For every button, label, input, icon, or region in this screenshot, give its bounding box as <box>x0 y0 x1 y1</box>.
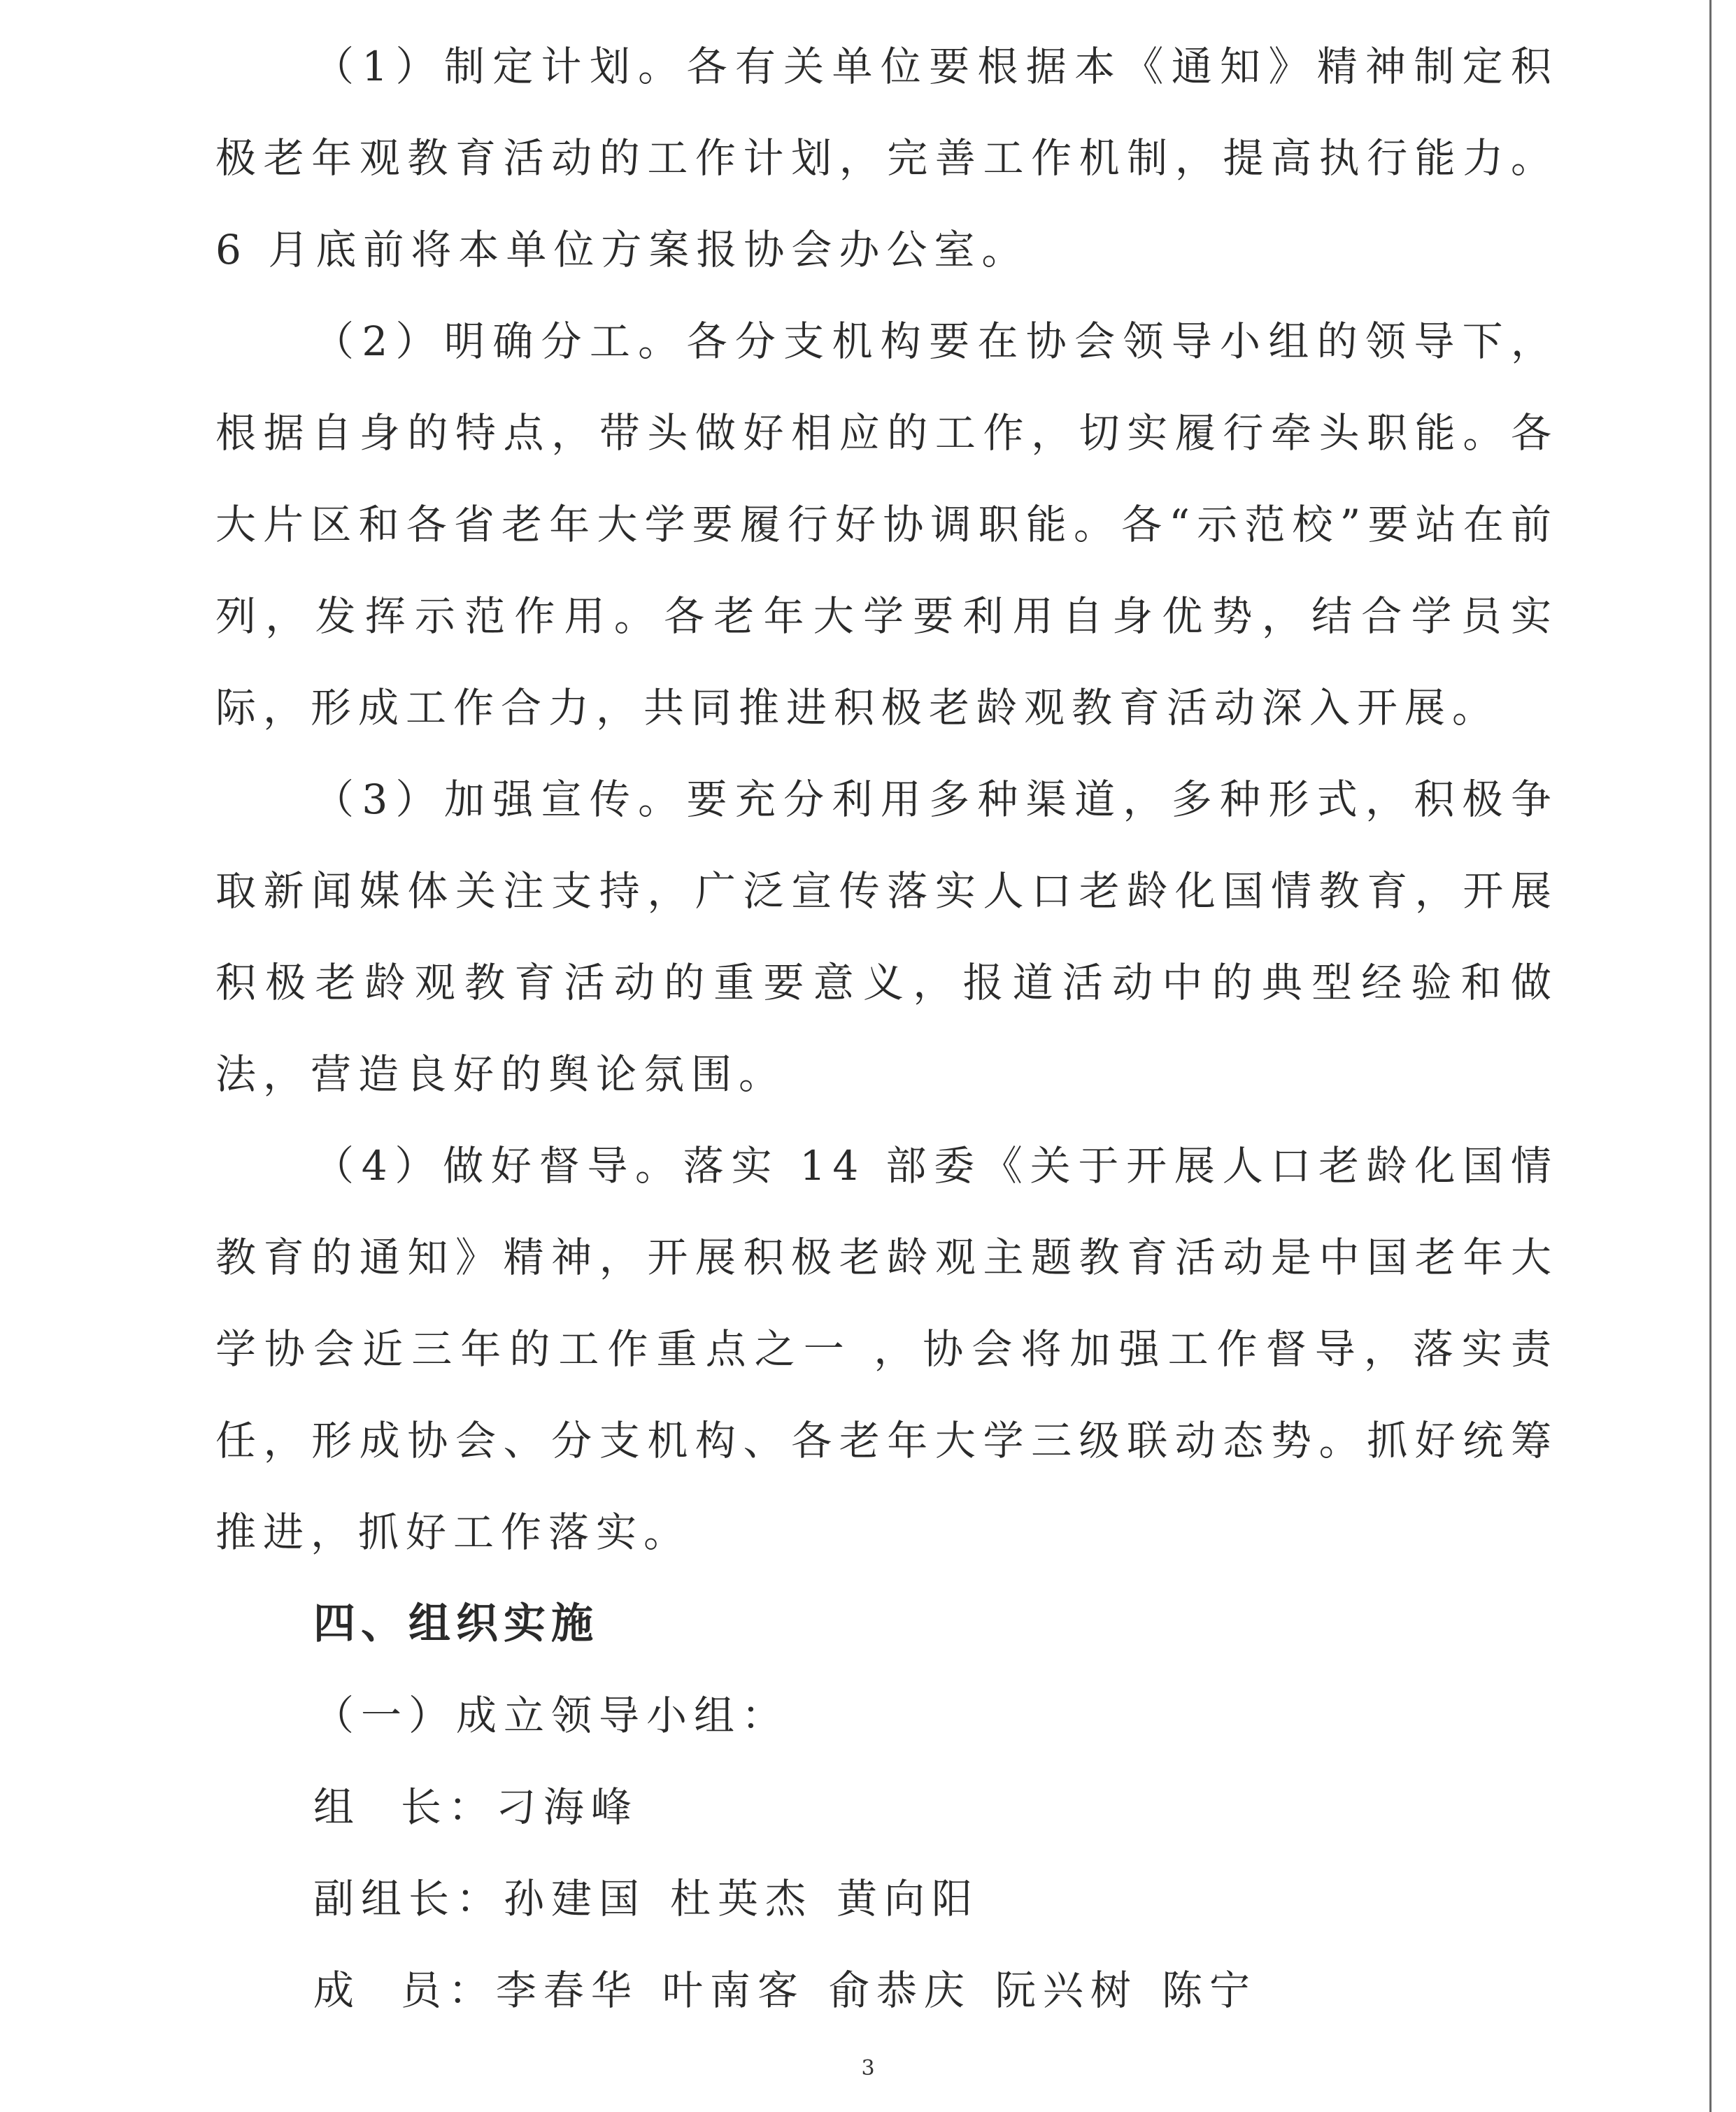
leader-name: 刁海峰 <box>495 1783 639 1831</box>
page-number: 3 <box>861 2056 875 2081</box>
document-body <box>215 21 1558 2036</box>
deputy-leaders-line <box>215 1853 1558 1945</box>
scan-edge-line <box>1709 0 1712 2112</box>
leader-line <box>215 1762 1558 1853</box>
paragraph-supervision: （4）做好督导。落实 14 部委《关于开展人口老龄化国情教育的通知》精神，开展积极老龄观主题教育活动是中国老年大学协会近三年的工作重点之一 ，协会将加强工作督导，落实责任，形成协会、分支机构、各老年大学三级联动态势。抓好统筹推进，抓好工作落实。 <box>215 1142 1558 1556</box>
subsection-heading: （一）成立领导小组： <box>313 1692 790 1739</box>
deputy-leader-name: 杜英杰 <box>670 1875 813 1922</box>
member-name: 阮兴树 <box>995 1967 1138 2014</box>
paragraph-division: （2）明确分工。各分支机构要在协会领导小组的领导下，根据自身的特点，带头做好相应的工作，切实履行牵头职能。各大片区和各省老年大学要履行好协调职能。各“示范校”要站在前列，发挥示范作用。各老年大学要利用自身优势，结合学员实际，形成工作合力，共同推进积极老龄观教育活动深入开展。 <box>215 317 1558 732</box>
paragraph-plan: （1）制定计划。各有关单位要根据本《通知》精神制定积极老年观教育活动的工作计划，完善工作机制，提高执行能力。6 月底前将本单位方案报协会办公室。 <box>215 43 1558 273</box>
member-name: 陈宁 <box>1161 1967 1257 2014</box>
section-heading: 四、组织实施 <box>313 1599 599 1648</box>
deputy-leader-name: 黄向阳 <box>837 1875 980 1922</box>
member-name: 俞恭庆 <box>828 1967 972 2014</box>
member-name: 叶南客 <box>662 1967 805 2014</box>
leader-label: 组 长： <box>313 1783 496 1831</box>
deputy-leaders-label: 副组长： <box>313 1875 504 1922</box>
paragraph-publicity: （3）加强宣传。要充分利用多种渠道，多种形式，积极争取新闻媒体关注支持，广泛宣传落实人口老龄化国情教育，开展积极老龄观教育活动的重要意义，报道活动中的典型经验和做法，营造良好的舆论氛围。 <box>215 776 1558 1098</box>
members-line <box>215 1945 1558 2036</box>
deputy-leader-name: 孙建国 <box>504 1875 647 1922</box>
member-name: 李春华 <box>495 1967 639 2014</box>
members-label: 成 员： <box>313 1967 496 2014</box>
